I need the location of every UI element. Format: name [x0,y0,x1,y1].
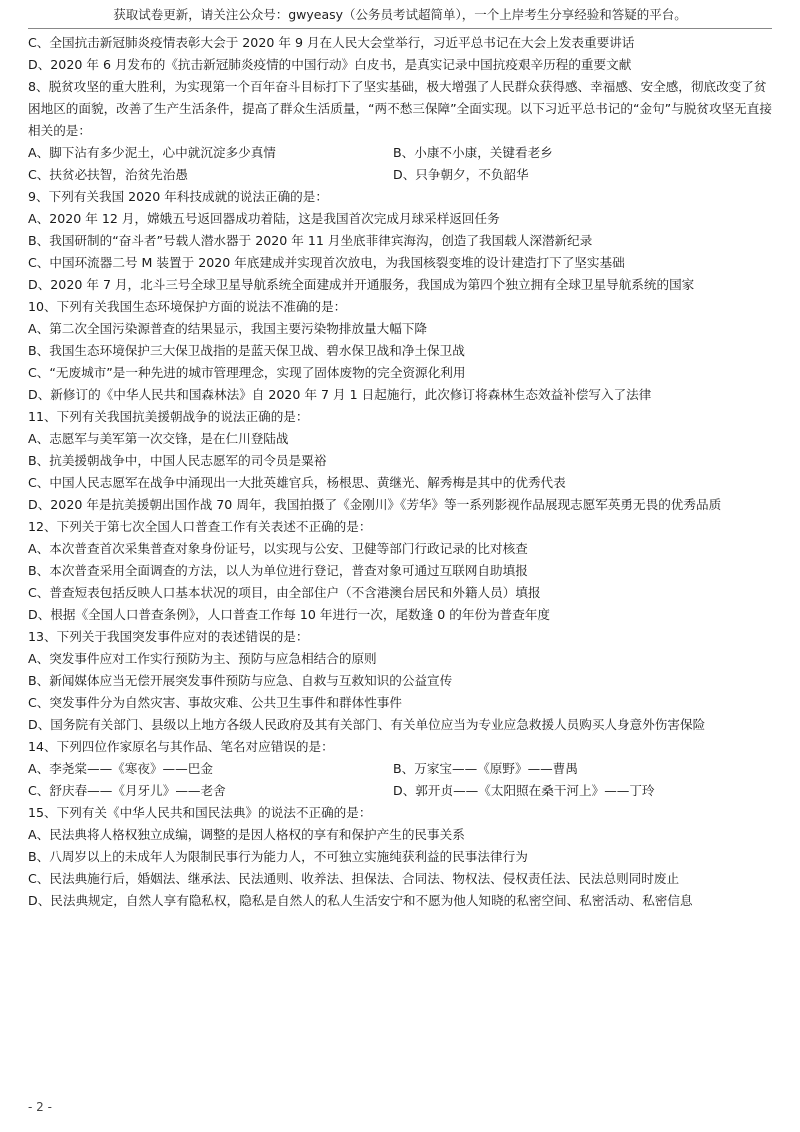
page-header-notice: 获取试卷更新，请关注公众号：gwyeasy（公务员考试超简单），一个上岸考生分享经验和答疑的平台。 [113,7,687,22]
option-text: C、普查短表包括反映人口基本状况的项目，由全部住户（不含港澳台居民和外籍人员）填报 [28,585,541,600]
option-text: C、扶贫必扶智，治贫先治愚 [28,167,188,182]
option-text: A、突发事件应对工作实行预防为主、预防与应急相结合的原则 [28,651,377,666]
option-text: B、新闻媒体应当无偿开展突发事件预防与应急、自救与互救知识的公益宣传 [28,673,453,688]
question-stem: 11、下列有关我国抗美援朝战争的说法正确的是： [28,409,309,424]
option-text: B、小康不小康，关键看老乡 [393,145,553,160]
option-text: D、民法典规定，自然人享有隐私权，隐私是自然人的私人生活安宁和不愿为他人知晓的私密空间、私密活动、私密信息 [28,893,693,908]
option-text: C、全国抗击新冠肺炎疫情表彰大会于 2020 年 9 月在人民大会堂举行，习近平总书记在大会上发表重要讲话 [28,35,635,50]
option-text: B、我国生态环境保护三大保卫战指的是蓝天保卫战、碧水保卫战和净土保卫战 [28,343,465,358]
option-text: A、民法典将人格权独立成编，调整的是因人格权的享有和保护产生的民事关系 [28,827,465,842]
option-text: A、第二次全国污染源普查的结果显示，我国主要污染物排放量大幅下降 [28,321,428,336]
option-text: D、根据《全国人口普查条例》，人口普查工作每 10 年进行一次，尾数逢 0 的年份为普查年度 [28,607,551,622]
option-text: D、只争朝夕，不负韶华 [393,167,529,182]
option-row [28,780,772,802]
question-stem: 9、下列有关我国 2020 年科技成就的说法正确的是： [28,189,328,204]
option-row [28,164,772,186]
question-stem: 8、脱贫攻坚的重大胜利，为实现第一个百年奋斗目标打下了坚实基础，极大增强了人民群众获得感、幸福感、安全感，彻底改变了贫困地区的面貌，改善了生产生活条件，提高了群众生活质量，“两不愁三保障”全面实现。以下习近平总书记的“金句”与脱贫攻坚无直接相关的是： [28,79,772,138]
option-text: C、突发事件分为自然灾害、事故灾难、公共卫生事件和群体性事件 [28,695,403,710]
option-text: D、国务院有关部门、县级以上地方各级人民政府及其有关部门、有关单位应当为专业应急救援人员购买人身意外伤害保险 [28,717,706,732]
question-stem: 14、下列四位作家原名与其作品、笔名对应错误的是： [28,739,334,754]
question-stem: 12、下列关于第七次全国人口普查工作有关表述不正确的是： [28,519,372,534]
option-text: D、郭开贞——《太阳照在桑干河上》——丁玲 [393,783,655,798]
option-text: D、2020 年 6 月发布的《抗击新冠肺炎疫情的中国行动》白皮书，是真实记录中国抗疫艰辛历程的重要文献 [28,57,632,72]
question-stem: 13、下列关于我国突发事件应对的表述错误的是： [28,629,309,644]
option-text: B、我国研制的“奋斗者”号载人潜水器于 2020 年 11 月坐底菲律宾海沟，创造了我国载人深潜新纪录 [28,233,593,248]
option-text: B、八周岁以上的未成年人为限制民事行为能力人，不可独立实施纯获利益的民事法律行为 [28,849,528,864]
document-body [28,32,772,912]
option-text: C、舒庆春——《月牙儿》——老舍 [28,783,226,798]
question-stem: 10、下列有关我国生态环境保护方面的说法不准确的是： [28,299,347,314]
option-text: B、万家宝——《原野》——曹禺 [393,761,578,776]
option-text: A、脚下沾有多少泥土，心中就沉淀多少真情 [28,145,276,160]
option-text: C、中国人民志愿军在战争中涌现出一大批英雄官兵，杨根思、黄继光、解秀梅是其中的优秀代表 [28,475,566,490]
page-number: - 2 - [28,1100,52,1114]
option-text: C、“无废城市”是一种先进的城市管理理念，实现了固体废物的完全资源化利用 [28,365,466,380]
option-text: C、民法典施行后，婚姻法、继承法、民法通则、收养法、担保法、合同法、物权法、侵权责任法、民法总则同时废止 [28,871,680,886]
question-stem: 15、下列有关《中华人民共和国民法典》的说法不正确的是： [28,805,372,820]
option-text: A、志愿军与美军第一次交锋，是在仁川登陆战 [28,431,289,446]
option-text: A、李尧棠——《寒夜》——巴金 [28,761,213,776]
option-text: A、本次普查首次采集普查对象身份证号，以实现与公安、卫健等部门行政记录的比对核查 [28,541,528,556]
option-text: A、2020 年 12 月，嫦娥五号返回器成功着陆，这是我国首次完成月球采样返回任务 [28,211,500,226]
option-text: D、2020 年是抗美援朝出国作战 70 周年，我国拍摄了《金刚川》《芳华》等一系列影视作品展现志愿军英勇无畏的优秀品质 [28,497,722,512]
header-divider [28,28,772,29]
option-row [28,758,772,780]
option-row [28,142,772,164]
option-text: B、本次普查采用全面调查的方法，以人为单位进行登记，普查对象可通过互联网自助填报 [28,563,528,578]
option-text: D、新修订的《中华人民共和国森林法》自 2020 年 7 月 1 日起施行，此次修订将森林生态效益补偿写入了法律 [28,387,652,402]
option-text: D、2020 年 7 月，北斗三号全球卫星导航系统全面建成并开通服务，我国成为第四个独立拥有全球卫星导航系统的国家 [28,277,695,292]
option-text: C、中国环流器二号 M 装置于 2020 年底建成并实现首次放电，为我国核裂变堆的设计建造打下了坚实基础 [28,255,625,270]
option-text: B、抗美援朝战争中，中国人民志愿军的司令员是粟裕 [28,453,327,468]
